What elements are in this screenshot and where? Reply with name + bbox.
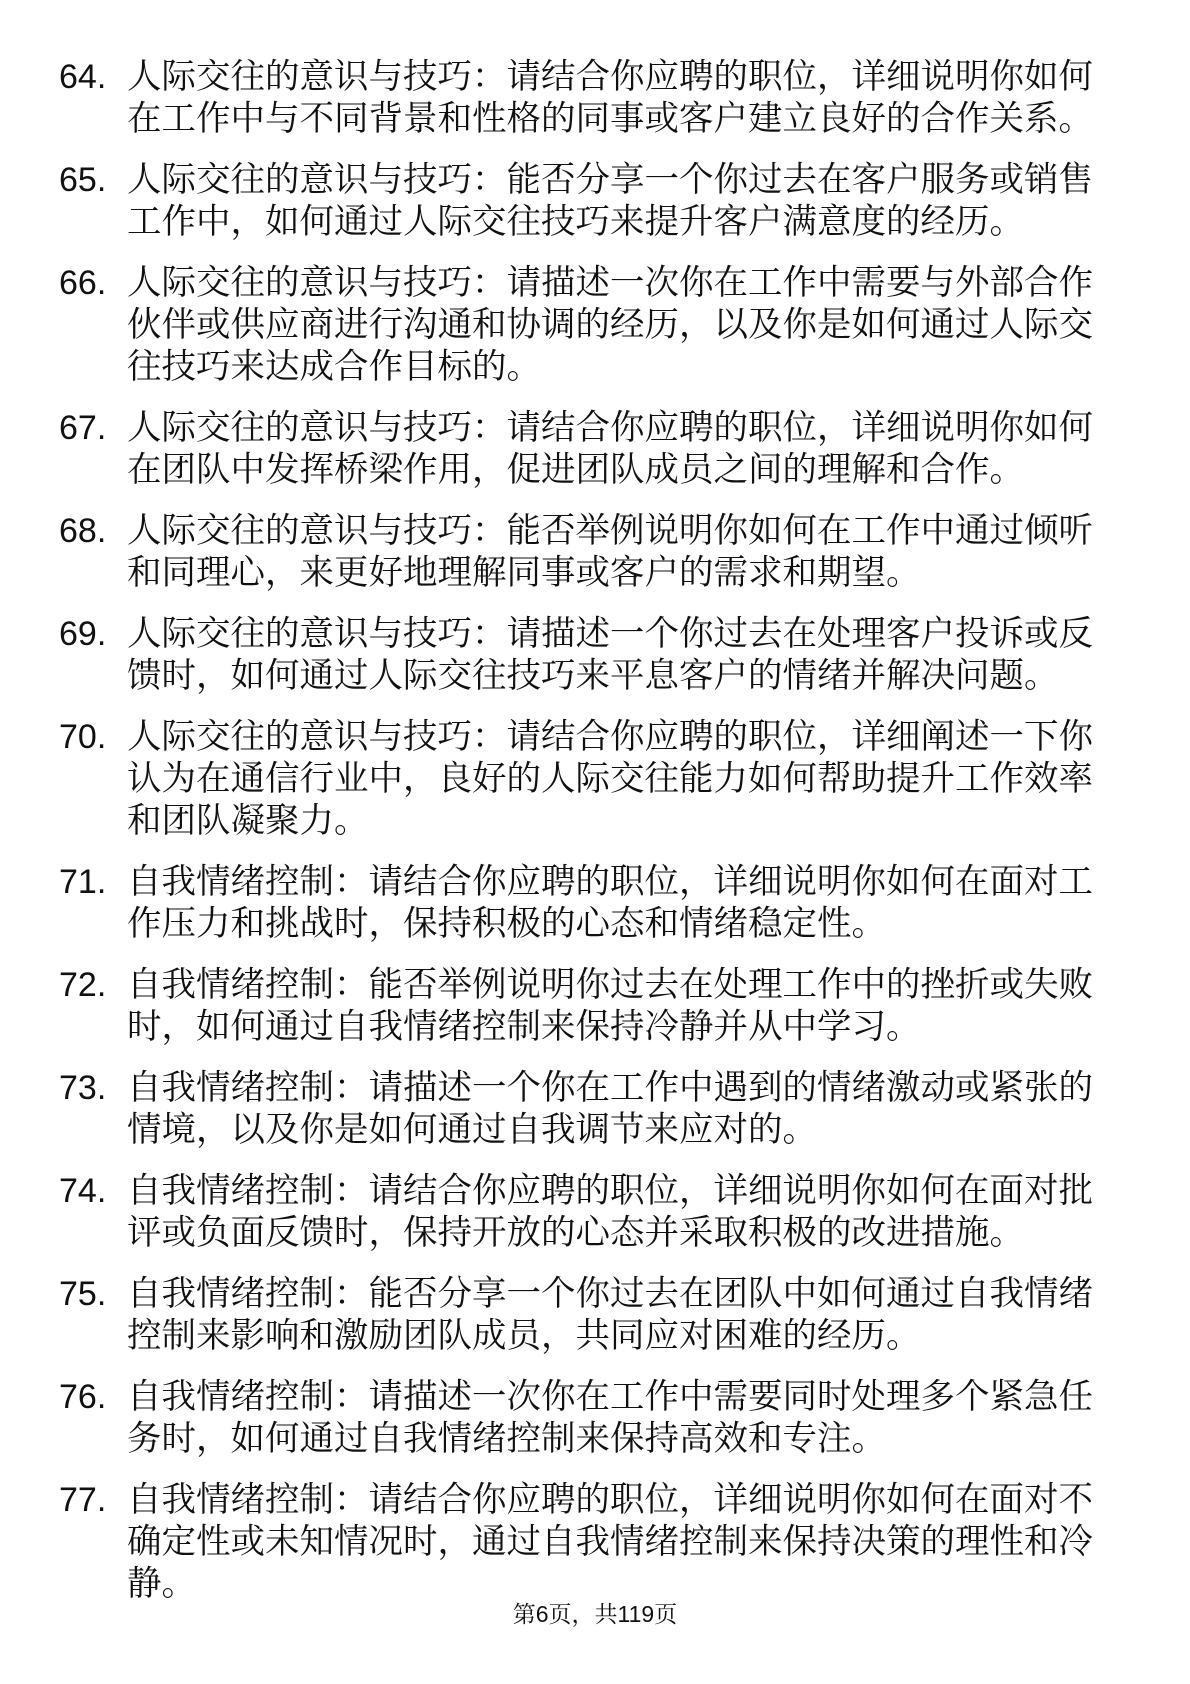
question-text <box>127 1479 1159 1605</box>
question-line: 作压力和挑战时，保持积极的心态和情绪稳定性。 <box>127 905 886 943</box>
question-line: 人际交往的意识与技巧：能否分享一个你过去在客户服务或销售 <box>127 161 1093 199</box>
question-text <box>127 510 1159 594</box>
question-line: 人际交往的意识与技巧：请结合你应聘的职位，详细说明你如何 <box>127 58 1093 96</box>
question-line: 人际交往的意识与技巧：请描述一个你过去在处理客户投诉或反 <box>127 615 1093 653</box>
question-line: 时，如何通过自我情绪控制来保持冷静并从中学习。 <box>127 1008 921 1046</box>
question-item <box>59 964 1159 1048</box>
question-line: 自我情绪控制：能否举例说明你过去在处理工作中的挫折或失败 <box>127 966 1093 1004</box>
question-number: 76. <box>59 1378 107 1416</box>
question-number: 67. <box>59 409 107 447</box>
question-text <box>127 159 1159 243</box>
question-line: 自我情绪控制：请结合你应聘的职位，详细说明你如何在面对批 <box>127 1172 1093 1210</box>
question-item <box>59 1067 1159 1151</box>
question-line: 控制来影响和激励团队成员，共同应对困难的经历。 <box>127 1317 921 1355</box>
question-line: 评或负面反馈时，保持开放的心态并采取积极的改进措施。 <box>127 1214 1024 1252</box>
question-line: 人际交往的意识与技巧：请结合你应聘的职位，详细阐述一下你 <box>127 718 1093 756</box>
question-item <box>59 262 1159 388</box>
question-number: 77. <box>59 1481 107 1519</box>
question-text <box>127 1067 1159 1151</box>
question-text <box>127 407 1159 491</box>
question-text <box>127 262 1159 388</box>
question-line: 馈时，如何通过人际交往技巧来平息客户的情绪并解决问题。 <box>127 657 1059 695</box>
question-line: 在工作中与不同背景和性格的同事或客户建立良好的合作关系。 <box>127 100 1093 138</box>
question-number: 64. <box>59 58 107 96</box>
question-number: 74. <box>59 1172 107 1210</box>
page-footer: 第6页，共119页 <box>512 1601 678 1627</box>
question-item <box>59 861 1159 945</box>
question-line: 认为在通信行业中，良好的人际交往能力如何帮助提升工作效率 <box>127 760 1093 798</box>
question-item <box>59 407 1159 491</box>
question-number: 68. <box>59 512 107 550</box>
question-text <box>127 861 1159 945</box>
question-line: 人际交往的意识与技巧：能否举例说明你如何在工作中通过倾听 <box>127 512 1093 550</box>
question-item <box>59 159 1159 243</box>
question-number: 69. <box>59 615 107 653</box>
question-line: 静。 <box>127 1565 196 1603</box>
question-line: 往技巧来达成合作目标的。 <box>127 348 541 386</box>
question-text <box>127 1376 1159 1460</box>
question-number: 70. <box>59 718 107 756</box>
question-item <box>59 1479 1159 1605</box>
question-text <box>127 1273 1159 1357</box>
question-line: 自我情绪控制：请结合你应聘的职位，详细说明你如何在面对工 <box>127 863 1093 901</box>
question-number: 75. <box>59 1275 107 1313</box>
question-line: 确定性或未知情况时，通过自我情绪控制来保持决策的理性和冷 <box>127 1523 1093 1561</box>
question-number: 66. <box>59 264 107 302</box>
question-line: 伙伴或供应商进行沟通和协调的经历，以及你是如何通过人际交 <box>127 306 1093 344</box>
question-line: 自我情绪控制：请描述一次你在工作中需要同时处理多个紧急任 <box>127 1378 1093 1416</box>
question-number: 73. <box>59 1069 107 1107</box>
question-item <box>59 56 1159 140</box>
question-item <box>59 510 1159 594</box>
question-item <box>59 613 1159 697</box>
question-line: 和同理心，来更好地理解同事或客户的需求和期望。 <box>127 554 921 592</box>
question-line: 人际交往的意识与技巧：请结合你应聘的职位，详细说明你如何 <box>127 409 1093 447</box>
question-line: 工作中，如何通过人际交往技巧来提升客户满意度的经历。 <box>127 203 1024 241</box>
question-item <box>59 1170 1159 1254</box>
question-item <box>59 1376 1159 1460</box>
question-line: 人际交往的意识与技巧：请描述一次你在工作中需要与外部合作 <box>127 264 1093 302</box>
question-line: 情境，以及你是如何通过自我调节来应对的。 <box>127 1111 817 1149</box>
question-text <box>127 56 1159 140</box>
question-item <box>59 716 1159 842</box>
question-line: 在团队中发挥桥梁作用，促进团队成员之间的理解和合作。 <box>127 451 1024 489</box>
question-text <box>127 716 1159 842</box>
question-line: 和团队凝聚力。 <box>127 802 369 840</box>
question-list <box>59 56 1159 1624</box>
question-number: 72. <box>59 966 107 1004</box>
question-text <box>127 613 1159 697</box>
question-number: 65. <box>59 161 107 199</box>
question-text <box>127 1170 1159 1254</box>
question-line: 自我情绪控制：请结合你应聘的职位，详细说明你如何在面对不 <box>127 1481 1093 1519</box>
question-item <box>59 1273 1159 1357</box>
question-text <box>127 964 1159 1048</box>
question-number: 71. <box>59 863 107 901</box>
question-line: 务时，如何通过自我情绪控制来保持高效和专注。 <box>127 1420 886 1458</box>
question-line: 自我情绪控制：能否分享一个你过去在团队中如何通过自我情绪 <box>127 1275 1093 1313</box>
question-line: 自我情绪控制：请描述一个你在工作中遇到的情绪激动或紧张的 <box>127 1069 1093 1107</box>
